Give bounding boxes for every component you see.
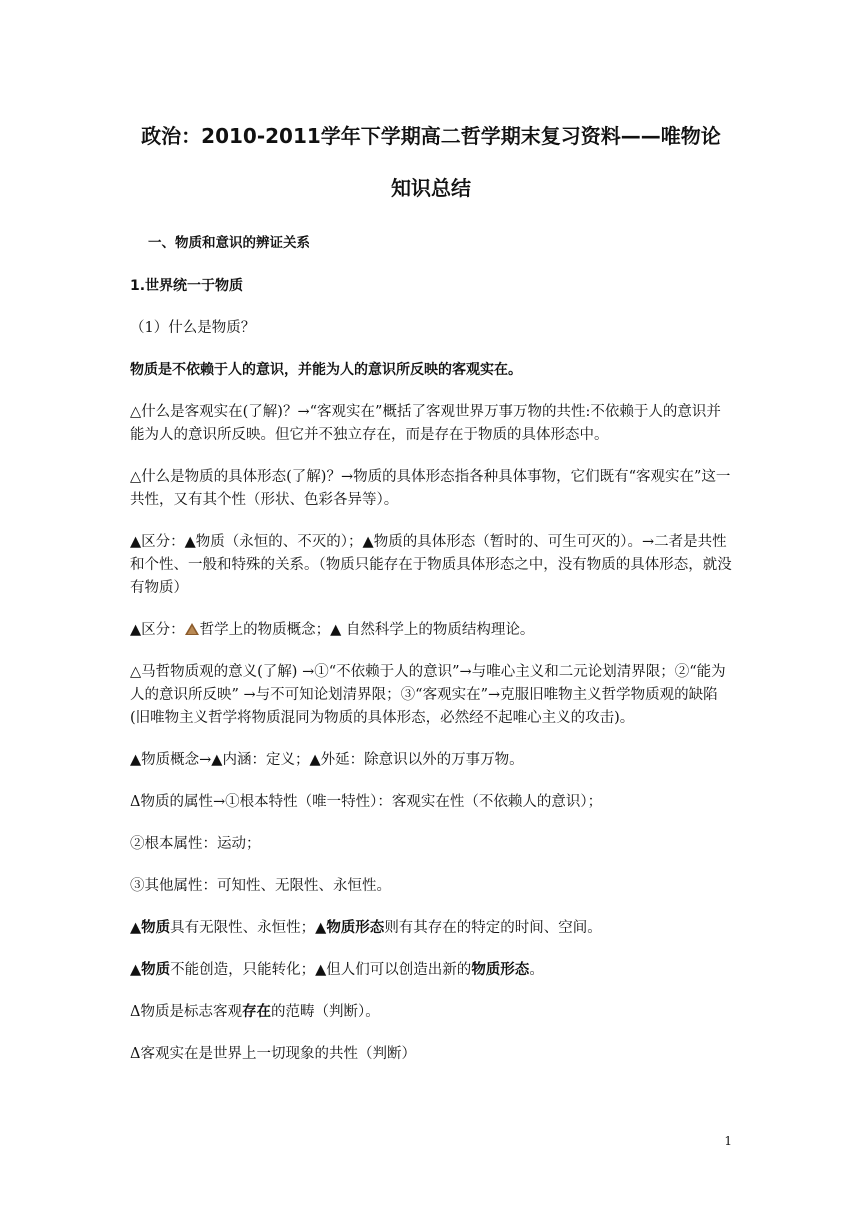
sub-heading: 1.世界统一于物质 <box>130 278 244 294</box>
title-line-1: 政治：2010-2011学年下学期高二哲学期末复习资料——唯物论 <box>141 124 721 148</box>
text-run: ▲ <box>130 920 142 936</box>
paragraph-common: Δ客观实在是世界上一切现象的共性（判断） <box>130 1046 416 1062</box>
paragraph-distinguish-philosophy-science <box>130 619 732 642</box>
question-what-is-matter: （1）什么是物质？ <box>130 320 256 336</box>
text-run: ▲ <box>130 962 142 978</box>
bold-run: 物质形态 <box>471 962 530 978</box>
page-title <box>130 110 732 214</box>
text-run: 具有无限性、永恒性；▲ <box>170 920 327 936</box>
paragraph-create <box>130 959 732 982</box>
bold-run: 物质 <box>141 962 171 978</box>
paragraph-significance: △马哲物质观的意义(了解) →①“不依赖于人的意识”→与唯心主义和二元论划清界限；②“能为人的意识所反映” →与不可知论划清界限；③“客观实在”→克服旧唯物主义哲学物质观的缺陷(旧唯物主义哲学将物质混同为物质的具体形态，必然经不起唯心主义的攻击)。 <box>130 664 726 726</box>
distinguish-label: ▲区分： <box>130 622 185 638</box>
section-heading: 一、物质和意识的辨证关系 <box>148 235 310 251</box>
page-number: 1 <box>724 1134 732 1148</box>
paragraph-distinguish-matter-form: ▲区分：▲物质（永恒的、不灭的）；▲物质的具体形态（暂时的、可生可灭的）。→二者是共性和个性、一般和特殊的关系。（物质只能存在于物质具体形态之中，没有物质的具体形态，就没有物质） <box>130 534 732 596</box>
paragraph-matter-concept: ▲物质概念→▲内涵：定义；▲外延：除意识以外的万事万物。 <box>130 752 524 768</box>
bold-run: 物质形态 <box>326 920 385 936</box>
paragraph-objective-reality: △什么是客观实在(了解)？→“客观实在”概括了客观世界万事万物的共性:不依赖于人的意识并能为人的意识所反映。但它并不独立存在，而是存在于物质的具体形态中。 <box>130 404 721 443</box>
paragraph-concrete-form: △什么是物质的具体形态(了解)？→物质的具体形态指各种具体事物，它们既有“客观实在”这一共性，又有其个性（形状、色彩各异等）。 <box>130 469 731 508</box>
text-run: 。 <box>529 962 544 978</box>
paragraph-infinite <box>130 917 732 940</box>
text-run: Δ物质是标志客观 <box>130 1004 242 1020</box>
matter-definition: 物质是不依赖于人的意识，并能为人的意识所反映的客观实在。 <box>130 362 522 378</box>
text-run: 则有其存在的特定的时间、空间。 <box>384 920 602 936</box>
text-run: 不能创造，只能转化；▲但人们可以创造出新的 <box>170 962 472 978</box>
distinguish-text: 哲学上的物质概念；▲ 自然科学上的物质结构理论。 <box>199 622 535 638</box>
paragraph-category <box>130 1001 732 1024</box>
paragraph-attribute-2: ②根本属性：运动； <box>130 836 261 852</box>
paragraph-attribute-1: Δ物质的属性→①根本特性（唯一特性）：客观实在性（不依赖人的意识）； <box>130 794 603 810</box>
triangle-image-icon <box>185 623 199 635</box>
text-run: 的范畴（判断）。 <box>270 1004 380 1020</box>
bold-run: 存在 <box>241 1004 271 1020</box>
bold-run: 物质 <box>141 920 171 936</box>
title-line-2: 知识总结 <box>391 176 471 200</box>
paragraph-attribute-3: ③其他属性：可知性、无限性、永恒性。 <box>130 878 391 894</box>
